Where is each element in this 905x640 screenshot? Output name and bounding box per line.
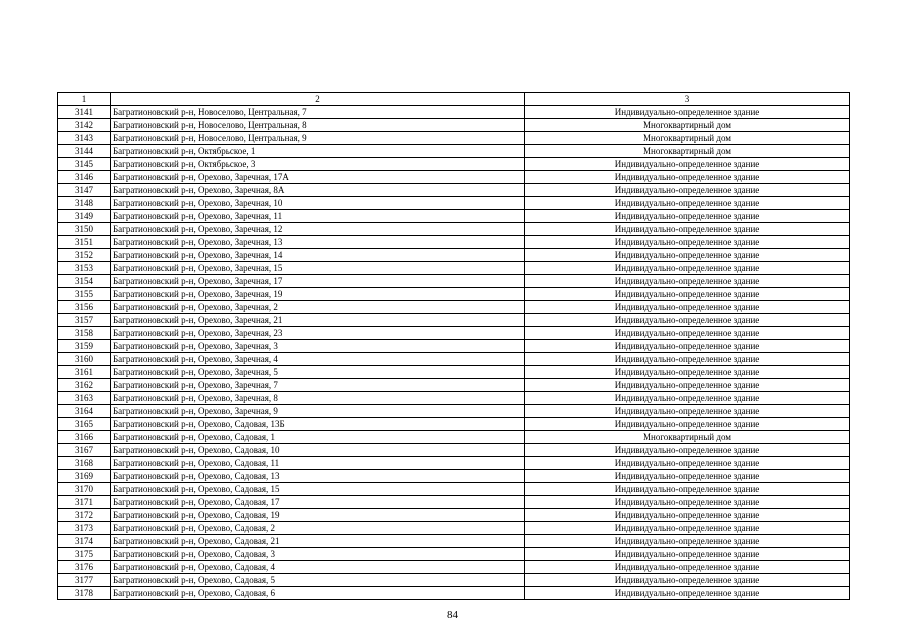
cell-number: 3169 <box>58 470 111 483</box>
cell-type: Индивидуально-определенное здание <box>525 249 850 262</box>
table-row <box>58 379 850 392</box>
cell-type: Индивидуально-определенное здание <box>525 327 850 340</box>
header-cell-number: 1 <box>58 93 111 106</box>
cell-type: Многоквартирный дом <box>525 145 850 158</box>
cell-address: Багратионовский р-н, Орехово, Садовая, 13Б <box>111 418 525 431</box>
cell-number: 3178 <box>58 587 111 600</box>
cell-number: 3177 <box>58 574 111 587</box>
cell-address: Багратионовский р-н, Орехово, Садовая, 4 <box>111 561 525 574</box>
cell-address: Багратионовский р-н, Орехово, Садовая, 2 <box>111 522 525 535</box>
cell-type: Индивидуально-определенное здание <box>525 457 850 470</box>
cell-number: 3146 <box>58 171 111 184</box>
table-row <box>58 275 850 288</box>
cell-type: Индивидуально-определенное здание <box>525 405 850 418</box>
cell-address: Багратионовский р-н, Орехово, Заречная, 8 <box>111 392 525 405</box>
cell-address: Багратионовский р-н, Орехово, Заречная, 17 <box>111 275 525 288</box>
table-row <box>58 158 850 171</box>
table-row <box>58 262 850 275</box>
cell-number: 3145 <box>58 158 111 171</box>
table-row <box>58 106 850 119</box>
table-header <box>58 93 850 106</box>
table-row <box>58 574 850 587</box>
cell-number: 3161 <box>58 366 111 379</box>
cell-number: 3168 <box>58 457 111 470</box>
table-row <box>58 301 850 314</box>
cell-type: Индивидуально-определенное здание <box>525 210 850 223</box>
table-row <box>58 496 850 509</box>
cell-number: 3157 <box>58 314 111 327</box>
cell-number: 3155 <box>58 288 111 301</box>
table-row <box>58 145 850 158</box>
cell-number: 3142 <box>58 119 111 132</box>
cell-number: 3152 <box>58 249 111 262</box>
buildings-table <box>57 92 850 600</box>
cell-type: Индивидуально-определенное здание <box>525 223 850 236</box>
cell-number: 3141 <box>58 106 111 119</box>
cell-type: Многоквартирный дом <box>525 132 850 145</box>
table-row <box>58 340 850 353</box>
cell-address: Багратионовский р-н, Орехово, Заречная, 9 <box>111 405 525 418</box>
cell-number: 3172 <box>58 509 111 522</box>
cell-address: Багратионовский р-н, Новоселово, Центральная, 9 <box>111 132 525 145</box>
table-row <box>58 509 850 522</box>
cell-address: Багратионовский р-н, Орехово, Заречная, 17А <box>111 171 525 184</box>
cell-number: 3159 <box>58 340 111 353</box>
table-row <box>58 483 850 496</box>
cell-type: Индивидуально-определенное здание <box>525 483 850 496</box>
table-row <box>58 223 850 236</box>
table-row <box>58 132 850 145</box>
cell-type: Многоквартирный дом <box>525 431 850 444</box>
page-number: 84 <box>447 609 458 621</box>
cell-address: Багратионовский р-н, Орехово, Заречная, 5 <box>111 366 525 379</box>
cell-type: Индивидуально-определенное здание <box>525 262 850 275</box>
table-row <box>58 236 850 249</box>
cell-address: Багратионовский р-н, Орехово, Садовая, 6 <box>111 587 525 600</box>
cell-address: Багратионовский р-н, Орехово, Садовая, 15 <box>111 483 525 496</box>
cell-address: Багратионовский р-н, Октябрьское, 3 <box>111 158 525 171</box>
cell-type: Индивидуально-определенное здание <box>525 288 850 301</box>
table-row <box>58 184 850 197</box>
cell-number: 3162 <box>58 379 111 392</box>
table-row <box>58 392 850 405</box>
cell-address: Багратионовский р-н, Орехово, Садовая, 1 <box>111 431 525 444</box>
cell-address: Багратионовский р-н, Орехово, Заречная, 11 <box>111 210 525 223</box>
cell-address: Багратионовский р-н, Орехово, Заречная, 13 <box>111 236 525 249</box>
cell-number: 3165 <box>58 418 111 431</box>
cell-number: 3160 <box>58 353 111 366</box>
table-row <box>58 561 850 574</box>
cell-type: Индивидуально-определенное здание <box>525 158 850 171</box>
header-cell-type: 3 <box>525 93 850 106</box>
cell-type: Индивидуально-определенное здание <box>525 171 850 184</box>
cell-address: Багратионовский р-н, Орехово, Садовая, 5 <box>111 574 525 587</box>
table-row <box>58 197 850 210</box>
table-row <box>58 522 850 535</box>
cell-number: 3170 <box>58 483 111 496</box>
cell-number: 3175 <box>58 548 111 561</box>
cell-address: Багратионовский р-н, Орехово, Заречная, 2 <box>111 301 525 314</box>
cell-type: Индивидуально-определенное здание <box>525 184 850 197</box>
table-row <box>58 457 850 470</box>
cell-address: Багратионовский р-н, Орехово, Заречная, 3 <box>111 340 525 353</box>
table-row <box>58 210 850 223</box>
cell-address: Багратионовский р-н, Орехово, Садовая, 10 <box>111 444 525 457</box>
cell-type: Индивидуально-определенное здание <box>525 444 850 457</box>
cell-type: Индивидуально-определенное здание <box>525 535 850 548</box>
cell-number: 3153 <box>58 262 111 275</box>
cell-address: Багратионовский р-н, Орехово, Садовая, 19 <box>111 509 525 522</box>
table-row <box>58 418 850 431</box>
cell-address: Багратионовский р-н, Новоселово, Центральная, 7 <box>111 106 525 119</box>
cell-address: Багратионовский р-н, Орехово, Заречная, 8А <box>111 184 525 197</box>
cell-address: Багратионовский р-н, Орехово, Заречная, 4 <box>111 353 525 366</box>
cell-type: Индивидуально-определенное здание <box>525 106 850 119</box>
cell-type: Индивидуально-определенное здание <box>525 574 850 587</box>
cell-number: 3150 <box>58 223 111 236</box>
cell-type: Индивидуально-определенное здание <box>525 236 850 249</box>
cell-type: Индивидуально-определенное здание <box>525 392 850 405</box>
cell-type: Многоквартирный дом <box>525 119 850 132</box>
cell-number: 3173 <box>58 522 111 535</box>
cell-type: Индивидуально-определенное здание <box>525 418 850 431</box>
cell-type: Индивидуально-определенное здание <box>525 561 850 574</box>
table-row <box>58 444 850 457</box>
cell-number: 3149 <box>58 210 111 223</box>
cell-address: Багратионовский р-н, Орехово, Садовая, 13 <box>111 470 525 483</box>
cell-number: 3144 <box>58 145 111 158</box>
header-row <box>58 93 850 106</box>
table-row <box>58 171 850 184</box>
cell-number: 3167 <box>58 444 111 457</box>
table-row <box>58 353 850 366</box>
table-row <box>58 314 850 327</box>
cell-type: Индивидуально-определенное здание <box>525 379 850 392</box>
cell-number: 3154 <box>58 275 111 288</box>
cell-type: Индивидуально-определенное здание <box>525 509 850 522</box>
cell-address: Багратионовский р-н, Орехово, Заречная, 23 <box>111 327 525 340</box>
cell-type: Индивидуально-определенное здание <box>525 496 850 509</box>
cell-type: Индивидуально-определенное здание <box>525 301 850 314</box>
cell-number: 3143 <box>58 132 111 145</box>
cell-number: 3174 <box>58 535 111 548</box>
cell-type: Индивидуально-определенное здание <box>525 470 850 483</box>
cell-address: Багратионовский р-н, Орехово, Заречная, 7 <box>111 379 525 392</box>
cell-number: 3176 <box>58 561 111 574</box>
cell-address: Багратионовский р-н, Орехово, Заречная, 14 <box>111 249 525 262</box>
table-row <box>58 470 850 483</box>
cell-type: Индивидуально-определенное здание <box>525 366 850 379</box>
cell-address: Багратионовский р-н, Орехово, Заречная, 15 <box>111 262 525 275</box>
cell-address: Багратионовский р-н, Орехово, Заречная, 21 <box>111 314 525 327</box>
cell-type: Индивидуально-определенное здание <box>525 314 850 327</box>
cell-type: Индивидуально-определенное здание <box>525 522 850 535</box>
cell-address: Багратионовский р-н, Октябрьское, 1 <box>111 145 525 158</box>
cell-number: 3151 <box>58 236 111 249</box>
cell-number: 3158 <box>58 327 111 340</box>
table-row <box>58 249 850 262</box>
table-row <box>58 405 850 418</box>
cell-address: Багратионовский р-н, Новоселово, Центральная, 8 <box>111 119 525 132</box>
cell-address: Багратионовский р-н, Орехово, Заречная, 12 <box>111 223 525 236</box>
cell-number: 3164 <box>58 405 111 418</box>
cell-address: Багратионовский р-н, Орехово, Садовая, 3 <box>111 548 525 561</box>
cell-address: Багратионовский р-н, Орехово, Садовая, 11 <box>111 457 525 470</box>
cell-number: 3148 <box>58 197 111 210</box>
cell-type: Индивидуально-определенное здание <box>525 197 850 210</box>
cell-type: Индивидуально-определенное здание <box>525 275 850 288</box>
cell-number: 3147 <box>58 184 111 197</box>
cell-address: Багратионовский р-н, Орехово, Заречная, 19 <box>111 288 525 301</box>
cell-address: Багратионовский р-н, Орехово, Заречная, 10 <box>111 197 525 210</box>
table-row <box>58 288 850 301</box>
table-row <box>58 431 850 444</box>
table-row <box>58 119 850 132</box>
table-row <box>58 327 850 340</box>
table-body <box>58 106 850 600</box>
cell-type: Индивидуально-определенное здание <box>525 340 850 353</box>
table-row <box>58 366 850 379</box>
cell-address: Багратионовский р-н, Орехово, Садовая, 21 <box>111 535 525 548</box>
cell-number: 3156 <box>58 301 111 314</box>
table-row <box>58 535 850 548</box>
cell-type: Индивидуально-определенное здание <box>525 587 850 600</box>
cell-type: Индивидуально-определенное здание <box>525 548 850 561</box>
table-row <box>58 587 850 600</box>
cell-number: 3171 <box>58 496 111 509</box>
table-row <box>58 548 850 561</box>
cell-address: Багратионовский р-н, Орехово, Садовая, 17 <box>111 496 525 509</box>
cell-number: 3166 <box>58 431 111 444</box>
cell-number: 3163 <box>58 392 111 405</box>
header-cell-address: 2 <box>111 93 525 106</box>
cell-type: Индивидуально-определенное здание <box>525 353 850 366</box>
